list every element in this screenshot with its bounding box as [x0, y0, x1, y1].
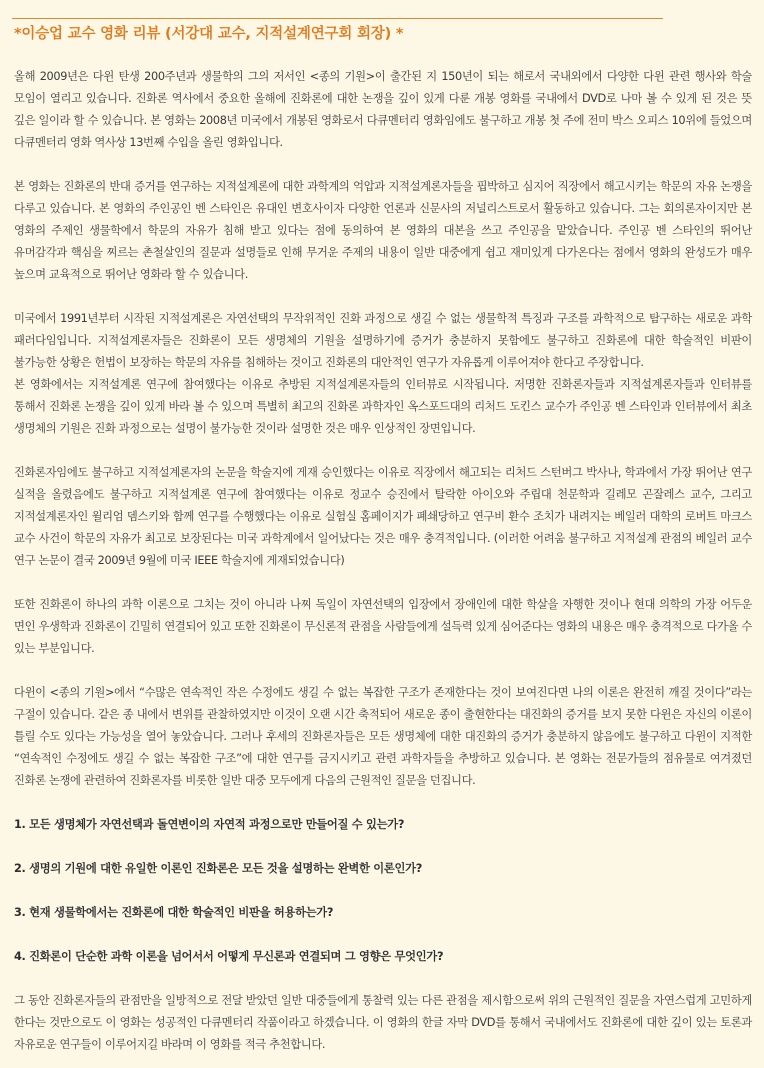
review-body — [14, 66, 752, 1056]
question-4: 4. 진화론이 단순한 과학 이론을 넘어서서 어떻게 무신론과 연결되며 그 영향은 무엇인가? — [14, 950, 444, 963]
paragraph-intelligent-design: 미국에서 1991년부터 시작된 지적설계론은 자연선택의 무작위적인 진화 과정으로 생길 수 없는 생물학적 특징과 구조를 과학적으로 탐구하는 새로운 과학 패러다임입니다. 지적설계론자들은 진화론이 모든 생명체의 기원을 설명하기에 증거가 충분하지 못함에도 불구하고 진화론에 대한 학술적인 비판이 불가능한 상황은 헌법이 보장하는 학문의 자유를 침해하는 것이고 진화론의 대안적인 연구가 자유롭게 이루어져야 한다고 주장합니다. — [14, 312, 752, 369]
paragraph-interviews: 본 영화에서는 지적설계론 연구에 참여했다는 이유로 추방된 지적설계론자들의 인터뷰로 시작됩니다. 저명한 진화론자들과 지적설계론자들과 인터뷰를 통해서 진화론 논쟁을 깊이 있게 바라 볼 수 있으며 특별히 최고의 진화론 과학자인 옥스포드대의 리처드 도킨스 교수가 주인공 벤 스타인과 인터뷰에서 최초 생명체의 기원은 진화 과정으로는 설명이 불가능한 것이라 설명한 것은 매우 인상적인 장면입니다. — [14, 378, 752, 435]
paragraph-closing: 그 동안 진화론자들의 관점만을 일방적으로 전달 받았던 일반 대중들에게 통찰력 있는 다른 관점을 제시함으로써 위의 근원적인 질문을 자연스럽게 고민하게 한다는 것만으로도 이 영화는 성공적인 다큐멘터리 작품이라고 하겠습니다. 이 영화의 한글 자막 DVD를 통해서 국내에서도 진화론에 대한 깊이 있는 토론과 자유로운 연구들이 이루어지길 바라며 이 영화를 적극 추천합니다. — [14, 994, 752, 1051]
page-title: *이승업 교수 영화 리뷰 (서강대 교수, 지적설계연구회 회장) * — [14, 26, 404, 42]
paragraph-eugenics: 또한 진화론이 하나의 과학 이론으로 그치는 것이 아니라 나찌 독일이 자연선택의 입장에서 장애인에 대한 학살을 자행한 것이나 현대 의학의 가장 어두운 면인 우생학과 진화론이 긴밀히 연결되어 있고 또한 진화론이 무신론적 관점을 사람들에게 설득력 있게 심어준다는 영화의 내용은 매우 충격적으로 다가올 수 있는 부분입니다. — [14, 598, 752, 655]
question-2: 2. 생명의 기원에 대한 유일한 이론인 진화론은 모든 것을 설명하는 완벽한 이론인가? — [14, 862, 422, 875]
paragraph-movie-summary: 본 영화는 진화론의 반대 증거를 연구하는 지적설계론에 대한 과학계의 억압과 지적설계론자들을 핍박하고 심지어 직장에서 해고시키는 학문의 자유 논쟁을 다루고 있습니다. 본 영화의 주인공인 벤 스타인은 유대인 변호사이자 다양한 언론과 신문사의 저널리스트로서 활동하고 있습니다. 그는 회의론자이지만 본 영화의 주제인 생물학에서 학문의 자유가 침해 받고 있다는 점에 동의하여 본 영화의 대본을 쓰고 주인공을 맡았습니다. 주인공 벤 스타인의 뛰어난 유머감각과 핵심을 찌르는 촌철살인의 질문과 설명들로 인해 무거운 주제의 내용이 일반 대중에게 쉽고 재미있게 다가온다는 점에서 영화의 완성도가 매우 높으며 교육적으로 뛰어난 영화라 할 수 있습니다. — [14, 180, 752, 281]
question-3: 3. 현재 생물학에서는 진화론에 대한 학술적인 비판을 허용하는가? — [14, 906, 334, 919]
paragraph-intro: 올해 2009년은 다윈 탄생 200주년과 생물학의 그의 저서인 <종의 기원>이 출간된 지 150년이 되는 해로서 국내외에서 다양한 다윈 관련 행사와 학술 모임이 열리고 있습니다. 진화론 역사에서 중요한 올해에 진화론에 대한 논쟁을 깊이 있게 다룬 개봉 영화를 국내에서 DVD로 나마 볼 수 있게 된 것은 뜻 깊은 일이라 할 수 있습니다. 본 영화는 2008년 미국에서 개봉된 영화로서 다큐멘터리 영화임에도 불구하고 개봉 첫 주에 전미 박스 오피스 10위에 들었으며 다큐멘터리 영화 역사상 13번째 수입을 올린 영화입니다. — [14, 70, 752, 149]
paragraph-darwin-quote: 다윈이 <종의 기원>에서 “수많은 연속적인 작은 수정에도 생길 수 없는 복잡한 구조가 존재한다는 것이 보여진다면 나의 이론은 완전히 깨질 것이다”라는 구절이 있습니다. 같은 종 내에서 변위를 관찰하였지만 이것이 오랜 시간 축적되어 새로운 종이 출현한다는 대진화의 증거를 보지 못한 다윈은 자신의 이론이 틀릴 수도 있다는 가능성을 열어 놓았습니다. 그러나 후세의 진화론자들은 모든 생명체에 대한 대진화의 증거가 충분하지 않음에도 불구하고 다윈이 지적한 “연속적인 수정에도 생길 수 없는 복잡한 구조”에 대한 연구를 금지시키고 관련 과학자들을 추방하고 있습니다. 본 영화는 전문가들의 점유물로 여겨졌던 진화론 논쟁에 관련하여 진화론자를 비롯한 일반 대중 모두에게 다음의 근원적인 질문을 던집니다. — [14, 686, 752, 787]
paragraph-academic-freedom: 진화론자임에도 불구하고 지적설계론자의 논문을 학술지에 게재 승인했다는 이유로 직장에서 해고되는 리처드 스턴버그 박사나, 학과에서 가장 뛰어난 연구 실적을 올렸음에도 불구하고 지적설계론 연구에 참여했다는 이유로 정교수 승진에서 탈락한 아이오와 주립대 천문학과 길레모 곤잘레스 교수, 그리고 지적설계론자인 윌리엄 뎀스키와 함께 연구를 수행했다는 이유로 실험실 홈페이지가 폐쇄당하고 연구비 환수 조치가 내려지는 베일러 대학의 로버트 마크스 교수 사건이 학문의 자유가 최고로 보장된다는 미국 과학계에서 일어났다는 것은 매우 충격적입니다. (이러한 어려움 불구하고 지적설계 관점의 베일러 교수 연구 논문이 결국 2009년 9월에 미국 IEEE 학술지에 게재되었습니다) — [14, 466, 752, 567]
question-1: 1. 모든 생명체가 자연선택과 돌연변이의 자연적 과정으로만 만들어질 수 있는가? — [14, 818, 405, 831]
top-divider — [12, 18, 663, 19]
